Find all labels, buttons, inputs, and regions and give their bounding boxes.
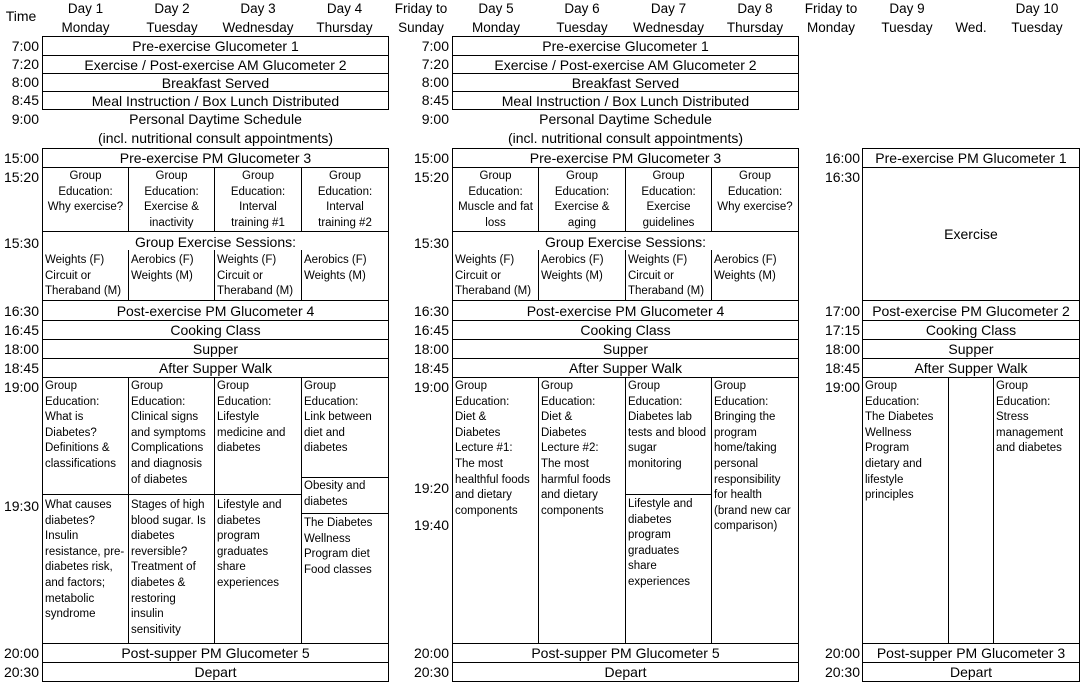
time-label: 18:00 — [824, 341, 860, 357]
weekday-label: Tuesday — [881, 20, 933, 35]
divider — [948, 377, 949, 644]
w2-exercise-cell-day7: Weights (F) Circuit or Theraband (M) — [628, 254, 705, 298]
weekday-label: Tuesday — [1011, 20, 1063, 35]
time-label: 7:00 — [11, 38, 39, 54]
w3-glucometer3-bar: Post-supper PM Glucometer 3 — [862, 643, 1080, 663]
divider — [625, 494, 712, 495]
gap-label-line2: Monday — [806, 20, 856, 35]
time-label: 8:00 — [421, 74, 449, 90]
weekday-label: Wednesday — [632, 20, 705, 35]
weekday-label: Wed. — [955, 20, 987, 35]
w1-exercise-sessions-label: Group Exercise Sessions: — [134, 234, 297, 250]
w1-personal-schedule-line1: Personal Daytime Schedule — [129, 111, 302, 127]
w1-evening-edu-day1: Group Education: What is Diabetes? Definitions & classifications — [45, 380, 116, 470]
w1-edu-cell-day3: Group Education: Interval training #1 — [230, 170, 286, 229]
w1-breakfast-bar: Breakfast Served — [42, 73, 389, 92]
w2-walk-bar: After Supper Walk — [452, 358, 799, 378]
time-label: 15:30 — [413, 235, 449, 251]
w1-evening-later-day2: Stages of high blood sugar. Is diabetes reversible? Treatment of diabetes & restoring insulin sensitivity — [131, 499, 206, 636]
day-label: Day 2 — [154, 1, 190, 16]
time-label: 7:20 — [421, 56, 449, 72]
day-label: Day 5 — [478, 1, 514, 16]
w2-supper-bar: Supper — [452, 339, 799, 359]
w1-edu-cell-day4: Group Education: Interval training #2 — [317, 170, 373, 229]
w2-glucometer2-bar: Exercise / Post-exercise AM Glucometer 2 — [452, 55, 799, 74]
weekday-label: Wednesday — [222, 20, 294, 35]
w1-exercise-cell-day4: Aerobics (F) Weights (M) — [304, 254, 367, 282]
w1-glucometer2-bar: Exercise / Post-exercise AM Glucometer 2 — [42, 55, 389, 74]
w2-exercise-cell-day5: Weights (F) Circuit or Theraband (M) — [455, 254, 532, 298]
time-label: 15:20 — [413, 169, 449, 185]
weekday-label: Thursday — [726, 20, 784, 35]
w1-personal-schedule-line2: (incl. nutritional consult appointments) — [97, 130, 333, 146]
w2-personal-schedule-line1: Personal Daytime Schedule — [539, 111, 712, 127]
w2-glucometer4-bar: Post-exercise PM Glucometer 4 — [452, 300, 799, 321]
gap-label-line1: Friday to — [804, 1, 858, 16]
w2-personal-schedule-line2: (incl. nutritional consult appointments) — [507, 130, 743, 146]
day-label: Day 7 — [650, 1, 687, 16]
w3-supper-bar: Supper — [862, 339, 1080, 359]
w3-evening-edu-day9: Group Education: The Diabetes Wellness Program dietary and lifestyle principles — [865, 380, 934, 502]
time-label: 20:30 — [413, 664, 449, 680]
w1-depart-bar: Depart — [42, 662, 389, 682]
w1-cooking-bar: Cooking Class — [42, 320, 389, 340]
time-label: 16:45 — [413, 322, 449, 338]
w1-evening-thursday-mid: Obesity and diabetes — [304, 480, 366, 508]
w1-evening-edu-day4: Group Education: Link between diet and diabetes — [304, 380, 372, 455]
day-label: Day 10 — [1015, 1, 1059, 16]
w2-evening-edu-day5: Group Education: Diet & Diabetes Lecture #1: The most healthful foods and dietary components — [455, 380, 530, 517]
time-label: 15:00 — [413, 150, 449, 166]
w1-edu-cell-day2: Group Education: Exercise & inactivity — [144, 170, 199, 229]
time-label: 20:00 — [824, 645, 860, 661]
w3-exercise-block: Exercise — [862, 167, 1080, 301]
w2-glucometer5-bar: Post-supper PM Glucometer 5 — [452, 643, 799, 663]
w1-glucometer1-bar: Pre-exercise Glucometer 1 — [42, 36, 389, 56]
time-label: 8:45 — [11, 92, 39, 108]
time-label: 19:40 — [413, 517, 449, 533]
w2-edu-cell-day6: Group Education: Exercise & aging — [554, 170, 610, 229]
w2-glucometer3-bar: Pre-exercise PM Glucometer 3 — [452, 148, 799, 168]
w3-cooking-bar: Cooking Class — [862, 320, 1080, 340]
w2-evening-edu-day6: Group Education: Diet & Diabetes Lecture #2: The most harmful foods and dietary components — [541, 380, 611, 517]
time-label: 20:30 — [824, 664, 860, 680]
weekday-label: Monday — [61, 20, 110, 35]
w1-evening-edu-day2: Group Education: Clinical signs and symptoms Complications and diagnosis of diabetes — [131, 380, 206, 486]
gap1-header — [390, 0, 452, 37]
w2-depart-bar: Depart — [452, 662, 799, 682]
time-label: 20:00 — [413, 645, 449, 661]
day-label: Day 4 — [326, 1, 363, 16]
w2-evening-edu-day7: Group Education: Diabetes lab tests and blood sugar monitoring — [628, 380, 707, 470]
day3-header — [215, 0, 301, 37]
day10-header — [994, 0, 1080, 37]
time-label: 20:30 — [3, 664, 39, 680]
weekday-label: Tuesday — [146, 20, 198, 35]
w1-exercise-cell-day3: Weights (F) Circuit or Theraband (M) — [217, 254, 294, 298]
w2-cooking-bar: Cooking Class — [452, 320, 799, 340]
w2-edu-cell-day5: Group Education: Muscle and fat loss — [458, 170, 533, 229]
w2-meal-instruction-bar: Meal Instruction / Box Lunch Distributed — [452, 91, 799, 110]
time-label: 17:00 — [824, 303, 860, 319]
w1-edu-cell-day1: Group Education: Why exercise? — [47, 170, 124, 214]
time-label: 19:00 — [3, 379, 39, 395]
w3-depart-bar: Depart — [862, 662, 1080, 682]
day5-header — [453, 0, 539, 37]
time-label: 18:45 — [3, 360, 39, 376]
w2-edu-cell-day8: Group Education: Why exercise? — [717, 170, 793, 214]
w2-evening-later-day7: Lifestyle and diabetes program graduates share experiences — [628, 498, 693, 588]
weekday-label: Thursday — [316, 20, 373, 35]
w2-edu-cell-day7: Group Education: Exercise guidelines — [641, 170, 696, 229]
time-label: 15:30 — [3, 235, 39, 251]
w1-evening-later-day1: What causes diabetes? Insulin resistance, pre- diabetes risk, and factors; metabolic syndrome — [45, 499, 125, 621]
time-label: 18:00 — [3, 341, 39, 357]
w3-evening-edu-day10: Group Education: Stress management and diabetes — [996, 380, 1064, 455]
weekday-label: Tuesday — [556, 20, 608, 35]
time-label: 20:00 — [3, 645, 39, 661]
day-label: Day 3 — [240, 1, 276, 16]
w3-glucometer1-bar: Pre-exercise PM Glucometer 1 — [862, 148, 1080, 168]
time-label: 19:00 — [824, 379, 860, 395]
divider — [42, 494, 302, 495]
day7-header — [625, 0, 712, 37]
time-label: 7:00 — [421, 38, 449, 54]
gap2-header — [800, 0, 862, 37]
day-label: Day 8 — [737, 1, 773, 16]
w1-glucometer4-bar: Post-exercise PM Glucometer 4 — [42, 300, 389, 321]
time-label: 16:45 — [3, 322, 39, 338]
w3-glucometer2-bar: Post-exercise PM Glucometer 2 — [862, 300, 1080, 321]
w1-exercise-cell-day1: Weights (F) Circuit or Theraband (M) — [45, 254, 122, 298]
wed-header — [948, 0, 994, 37]
time-label: 16:00 — [824, 150, 860, 166]
time-label: 18:00 — [413, 341, 449, 357]
day2-header — [129, 0, 215, 37]
time-label: 9:00 — [421, 111, 449, 127]
weekday-label: Monday — [471, 20, 521, 35]
w1-evening-later-day4: The Diabetes Wellness Program diet Food classes — [304, 517, 373, 576]
w1-glucometer3-bar: Pre-exercise PM Glucometer 3 — [42, 148, 389, 168]
time-label: 16:30 — [3, 303, 39, 319]
time-label: 18:45 — [413, 360, 449, 376]
w2-exercise-cell-day8: Aerobics (F) Weights (M) — [714, 254, 777, 282]
time-header: Time — [5, 8, 37, 24]
w1-exercise-cell-day2: Aerobics (F) Weights (M) — [131, 254, 194, 282]
time-label: 17:15 — [824, 322, 860, 338]
divider — [301, 513, 389, 514]
time-label: 18:45 — [824, 360, 860, 376]
day4-header — [301, 0, 388, 37]
time-label: 8:00 — [11, 74, 39, 90]
day-label: Day 1 — [67, 1, 104, 16]
day-label: Day 6 — [564, 1, 600, 16]
time-label: 7:20 — [11, 56, 39, 72]
w2-breakfast-bar: Breakfast Served — [452, 73, 799, 92]
w3-walk-bar: After Supper Walk — [862, 358, 1080, 378]
w1-supper-bar: Supper — [42, 339, 389, 359]
day-label: Day 9 — [889, 1, 925, 16]
w1-evening-edu-day3: Group Education: Lifestyle medicine and diabetes — [217, 380, 286, 455]
w1-glucometer5-bar: Post-supper PM Glucometer 5 — [42, 643, 389, 663]
gap-label-line1: Friday to — [394, 1, 448, 16]
time-label: 19:00 — [413, 379, 449, 395]
day1-header — [42, 0, 129, 37]
w1-evening-later-day3: Lifestyle and diabetes program graduates share experiences — [217, 499, 282, 589]
time-label: 16:30 — [824, 169, 860, 185]
time-label: 19:20 — [413, 480, 449, 496]
w2-glucometer1-bar: Pre-exercise Glucometer 1 — [452, 36, 799, 56]
time-label: 15:20 — [3, 169, 39, 185]
time-label: 19:30 — [3, 498, 39, 514]
day6-header — [539, 0, 625, 37]
time-label: 15:00 — [3, 150, 39, 166]
w2-exercise-sessions-label: Group Exercise Sessions: — [544, 234, 707, 250]
time-label: 9:00 — [11, 111, 39, 127]
w2-evening-edu-day8: Group Education: Bringing the program home/taking personal responsibility for health (brand new car comparison) — [714, 380, 791, 533]
w2-exercise-cell-day6: Aerobics (F) Weights (M) — [541, 254, 604, 282]
time-label: 16:30 — [413, 303, 449, 319]
day8-header — [712, 0, 798, 37]
time-label: 8:45 — [421, 92, 449, 108]
w1-meal-instruction-bar: Meal Instruction / Box Lunch Distributed — [42, 91, 389, 110]
gap-label-line2: Sunday — [398, 20, 444, 35]
day9-header — [864, 0, 950, 37]
w1-walk-bar: After Supper Walk — [42, 358, 389, 378]
